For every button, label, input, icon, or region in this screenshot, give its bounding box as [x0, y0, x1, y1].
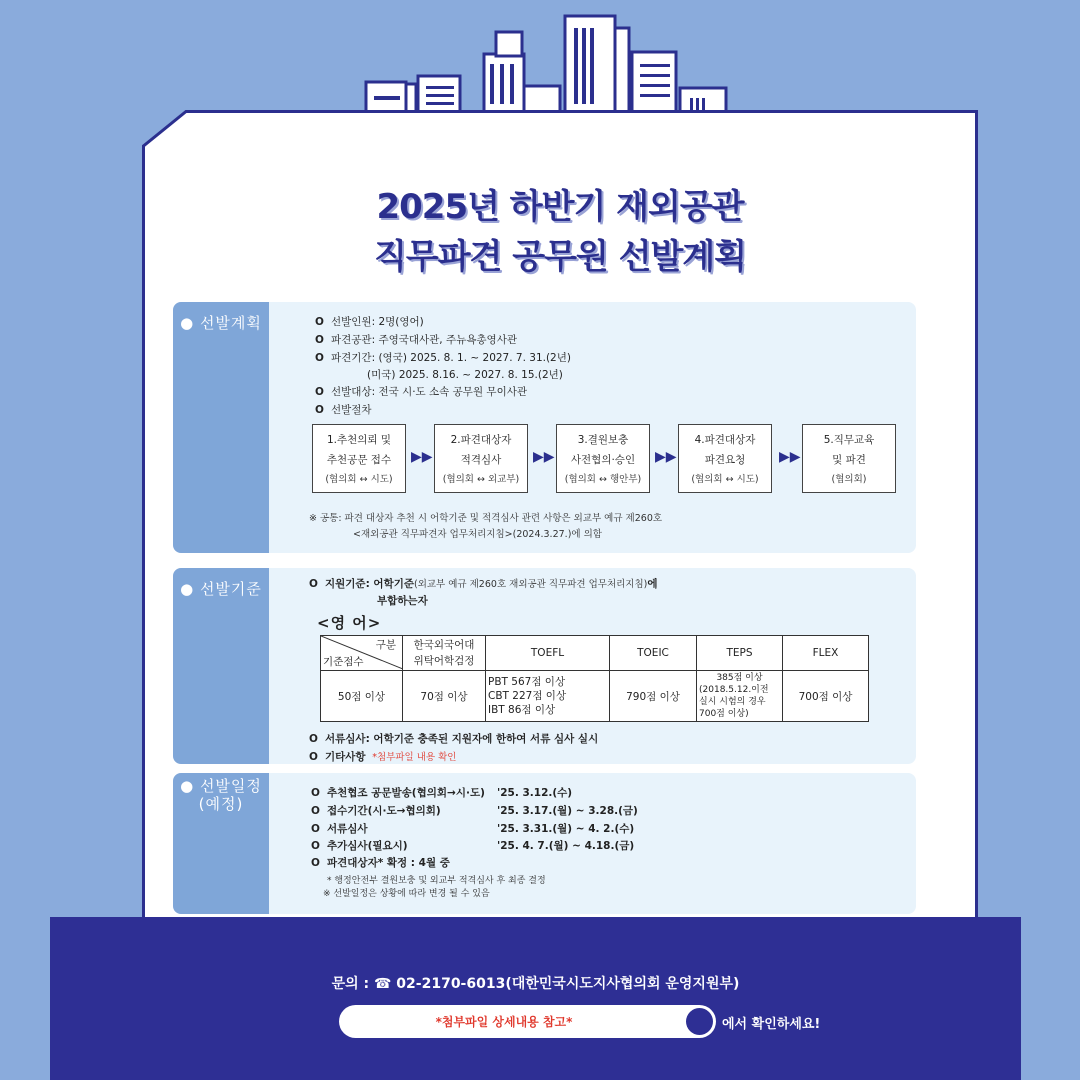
table-header: 한국외국어대 위탁어학검정 — [403, 636, 486, 671]
etc-line: O 기타사항 *첨부파일 내용 확인 — [309, 751, 457, 763]
table-cell: 700점 이상 — [783, 671, 869, 722]
schedule-note: * 행정안전부 결원보충 및 외교부 적격심사 후 최종 결정 — [327, 876, 546, 886]
language-subheading: <영 어> — [317, 614, 382, 632]
common-note: ※ 공통: 파견 대상자 추천 시 어학기준 및 적격심사 관련 사항은 외교부 예규 제260호 — [309, 513, 663, 524]
schedule-row: O 접수기간(시·도→협의회) — [311, 805, 441, 817]
section-selection-criteria — [173, 568, 916, 764]
section-selection-plan — [173, 302, 916, 553]
procedure-step-5: 5.직무교육 및 파견 (협의회) — [802, 424, 896, 493]
table-header: TOEFL — [486, 636, 610, 671]
section-label: ● 선발계획 — [180, 314, 262, 332]
table-cell: 790점 이상 — [610, 671, 697, 722]
list-item: (미국) 2025. 8.16. ~ 2027. 8. 15.(2년) — [367, 369, 563, 381]
procedure-step-2: 2.파견대상자 적격심사 (협의회 ↔ 외교부) — [434, 424, 528, 493]
table-header: TOEIC — [610, 636, 697, 671]
toggle-knob-icon — [686, 1008, 713, 1035]
criteria-line: O 지원기준: 어학기준(외교부 예규 제260호 재외공관 직무파견 업무처리지침)에 — [309, 578, 658, 590]
attachment-suffix-text: 에서 확인하세요! — [722, 1017, 821, 1032]
document-review-line: O 서류심사: 어학기준 충족된 지원자에 한하여 서류 심사 실시 — [309, 733, 599, 745]
attachment-pill-button[interactable] — [339, 1005, 716, 1038]
list-item: O 선발인원: 2명(영어) — [315, 316, 424, 328]
section-label: ● 선발기준 — [180, 580, 262, 598]
footer — [50, 917, 1021, 1080]
common-note-reference: <재외공관 직무파견자 업무처리지침>(2024.3.27.)에 의함 — [353, 529, 602, 540]
attachment-pill-label: *첨부파일 상세내용 참고* — [435, 1015, 573, 1029]
title-line-1: 2025년 하반기 재외공관 — [376, 187, 744, 227]
schedule-date: '25. 4. 7.(월) ~ 4.18.(금) — [497, 840, 635, 852]
table-row — [321, 671, 869, 722]
schedule-date: '25. 3.31.(월) ~ 4. 2.(수) — [497, 823, 635, 835]
table-corner-cell: 구분 기준점수 — [321, 636, 403, 671]
schedule-date: '25. 3.17.(월) ~ 3.28.(금) — [497, 805, 638, 817]
arrow-right-icon: ▶▶ — [655, 449, 677, 465]
table-cell: 385점 이상 (2018.5.12.이전 실시 시험의 경우 700점 이상) — [697, 671, 783, 722]
schedule-note: ※ 선발일정은 상황에 따라 변경 될 수 있음 — [323, 889, 490, 899]
schedule-row: O 추천협조 공문발송(협의회→시·도) — [311, 787, 485, 799]
section-label-column — [173, 302, 269, 553]
schedule-row: O 서류심사 — [311, 823, 368, 835]
page-title — [142, 182, 978, 282]
section-content — [269, 773, 916, 914]
table-header: TEPS — [697, 636, 783, 671]
building-skyline-illustration — [360, 10, 740, 112]
procedure-step-1: 1.추천의뢰 및 추천공문 접수 (협의회 ↔ 시도) — [312, 424, 406, 493]
section-label: ● 선발일정 (예정) — [180, 777, 262, 813]
table-cell: PBT 567점 이상 CBT 227점 이상 IBT 86점 이상 — [486, 671, 610, 722]
section-content — [269, 568, 916, 764]
schedule-row: O 추가심사(필요시) — [311, 840, 408, 852]
criteria-line-2: 부합하는자 — [377, 595, 428, 607]
table-header: FLEX — [783, 636, 869, 671]
section-content — [269, 302, 916, 553]
language-criteria-table — [320, 635, 869, 722]
title-line-2: 직무파견 공무원 선발계획 — [374, 237, 746, 277]
list-item: O 파견공관: 주영국대사관, 주뉴욕총영사관 — [315, 334, 517, 346]
list-item: O 선발대상: 전국 시·도 소속 공무원 무이사관 — [315, 386, 527, 398]
list-item: O 선발절차 — [315, 404, 372, 416]
table-cell: 70점 이상 — [403, 671, 486, 722]
arrow-right-icon: ▶▶ — [411, 449, 433, 465]
table-cell: 50점 이상 — [321, 671, 403, 722]
procedure-step-3: 3.결원보충 사전협의·승인 (협의회 ↔ 행안부) — [556, 424, 650, 493]
arrow-right-icon: ▶▶ — [779, 449, 801, 465]
section-selection-schedule — [173, 773, 916, 914]
list-item: O 파견기간: (영국) 2025. 8. 1. ~ 2027. 7. 31.(2년) — [315, 352, 571, 364]
schedule-date: '25. 3.12.(수) — [497, 787, 573, 799]
procedure-step-4: 4.파견대상자 파견요청 (협의회 ↔ 시도) — [678, 424, 772, 493]
schedule-final: O 파견대상자* 확정 : 4월 중 — [311, 857, 450, 869]
arrow-right-icon: ▶▶ — [533, 449, 555, 465]
contact-info: 문의 : ☎ 02-2170-6013(대한민국시도지사협의회 운영지원부) — [331, 976, 740, 992]
